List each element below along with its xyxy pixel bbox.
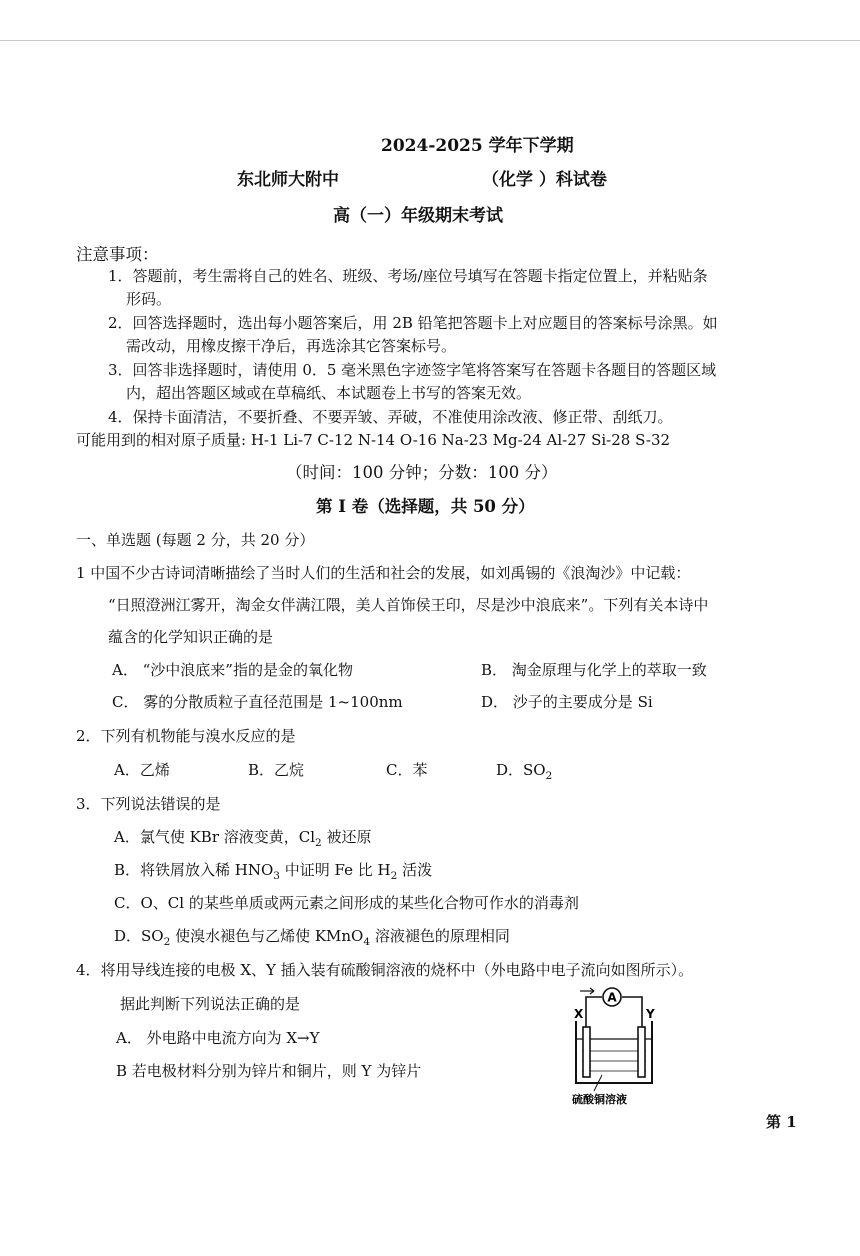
exam-title: 高（一）年级期末考试 (333, 206, 503, 226)
q3-option-c[interactable]: C．O、Cl 的某些单质或两元素之间形成的某些化合物可作水的消毒剂 (114, 894, 579, 912)
notice-item-1-cont: 形码。 (126, 290, 172, 308)
part-title: 一、单选题 (每题 2 分，共 20 分） (76, 531, 315, 549)
notice-item-2: 2．回答选择题时，选出每小题答案后，用 2B 铅笔把答题卡上对应题目的答案标号涂黑。如 (108, 314, 718, 332)
q3-option-b[interactable]: B．将铁屑放入稀 $HNO_3$ 中证明 Fe 比 $H_2$ 活泼 (114, 861, 433, 882)
q3-stem: 3．下列说法错误的是 (76, 795, 221, 813)
ammeter-label: A (607, 990, 617, 1005)
q4-stem: 4．将用导线连接的电极 X、Y 插入装有硫酸铜溶液的烧杯中（外电路中电子流向如图所示）。 (76, 961, 694, 979)
q1-option-c[interactable]: C． 雾的分散质粒子直径范围是 1~100nm (112, 693, 403, 711)
notice-item-4: 4．保持卡面清洁，不要折叠、不要弄皱、弄破，不准使用涂改液、修正带、刮纸刀。 (108, 408, 673, 426)
school-name: 东北师大附中 (237, 170, 339, 190)
q1-option-b[interactable]: B． 淘金原理与化学上的萃取一致 (481, 661, 707, 679)
q2-option-d[interactable]: D．$SO_2$ (496, 761, 553, 782)
notice-item-3-cont: 内，超出答题区域或在草稿纸、本试题卷上书写的答案无效。 (126, 384, 532, 402)
electrode-y-label: Y (646, 1007, 655, 1021)
q1-option-d[interactable]: D． 沙子的主要成分是 Si (481, 693, 653, 711)
q1-stem-line-1: 1 中国不少古诗词清晰描绘了当时人们的生活和社会的发展，如刘禹锡的《浪淘沙》中记载： (76, 564, 691, 582)
q1-option-a[interactable]: A． “沙中浪底来”指的是金的氧化物 (112, 661, 353, 679)
q2-option-a[interactable]: A．乙烯 (114, 761, 170, 779)
section-title: 第 I 卷（选择题，共 50 分） (316, 497, 535, 516)
notice-title: 注意事项： (76, 245, 159, 264)
electrolytic-cell-figure (568, 981, 660, 1106)
exam-page (0, 40, 860, 1256)
q1-stem-line-2: “日照澄洲江雾开，淘金女伴满江隈，美人首饰侯王印，尽是沙中浪底来”。下列有关本诗中 (108, 596, 709, 614)
q4-stem-line-2: 据此判断下列说法正确的是 (120, 995, 301, 1013)
electrode-x-label: X (574, 1007, 584, 1021)
q4-option-a[interactable]: A． 外电路中电流方向为 X→Y (116, 1029, 320, 1047)
atomic-mass-line: 可能用到的相对原子质量: H-1 Li-7 C-12 N-14 O-16 Na-23 Mg-24 Al-27 Si-28 S-32 (76, 431, 671, 449)
q4-option-b[interactable]: B 若电极材料分别为锌片和铜片，则 Y 为锌片 (116, 1062, 422, 1080)
time-score: （时间：100 分钟；分数：100 分） (286, 463, 558, 482)
notice-item-2-cont: 需改动，用橡皮擦干净后，再选涂其它答案标号。 (126, 337, 457, 355)
notice-item-3: 3．回答非选择题时，请使用 0．5 毫米黑色字迹签字笔将答案写在答题卡各题目的答题区域 (108, 361, 717, 379)
electrode-x (583, 1027, 590, 1077)
notice-item-1: 1．答题前，考生需将自己的姓名、班级、考场/座位号填写在答题卡指定位置上，并粘贴条 (108, 267, 708, 285)
solution-caption: 硫酸铜溶液 (572, 1093, 627, 1106)
subject-title: （化学 ）科试卷 (482, 170, 607, 190)
q3-option-a[interactable]: A．氯气使 KBr 溶液变黄，$Cl_2$ 被还原 (114, 828, 372, 849)
q1-stem-line-3: 蕴含的化学知识正确的是 (108, 628, 274, 646)
q2-option-c[interactable]: C．苯 (386, 761, 428, 779)
q3-option-d[interactable]: D．$SO_2$ 使溴水褪色与乙烯使 KMnO$_4$ 溶液褪色的原理相同 (114, 927, 510, 948)
q2-stem: 2．下列有机物能与溴水反应的是 (76, 727, 296, 745)
electrode-y (638, 1027, 645, 1077)
page-number: 第 1 (766, 1113, 797, 1131)
school-year: 2024-2025 学年下学期 (381, 136, 574, 156)
q2-option-b[interactable]: B．乙烷 (248, 761, 305, 779)
